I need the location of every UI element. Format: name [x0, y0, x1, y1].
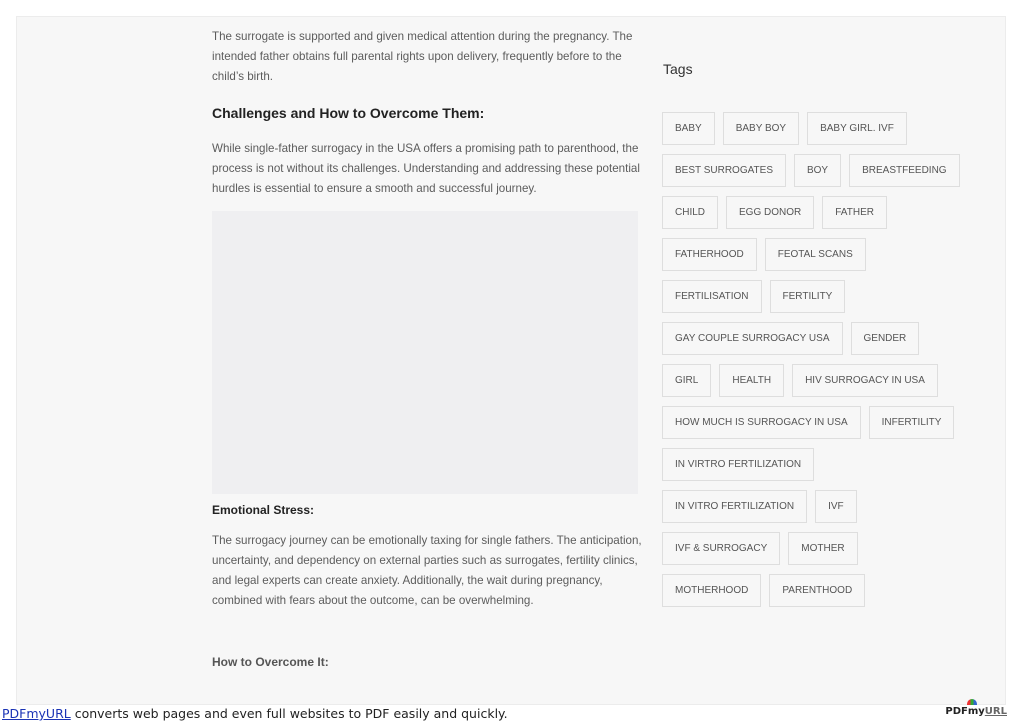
tag-link[interactable]: FERTILITY: [770, 280, 846, 313]
tag-link[interactable]: FATHERHOOD: [662, 238, 757, 271]
tag-link[interactable]: EGG DONOR: [726, 196, 814, 229]
page-content: [16, 16, 1006, 705]
tag-link[interactable]: PARENTHOOD: [769, 574, 865, 607]
tag-link[interactable]: FEOTAL SCANS: [765, 238, 866, 271]
logo-url-text: URL: [984, 706, 1007, 717]
tag-link[interactable]: GENDER: [851, 322, 920, 355]
emotional-stress-paragraph: The surrogacy journey can be emotionally taxing for single fathers. The anticipation, uncertainty, and dependency on external parties such as surrogates, fertility clinics, and legal experts can create anxiety. Additionally, the wait during pregnancy, combined with fears about the outcome, can be overwhelming.: [212, 534, 642, 607]
footer-text: converts web pages and even full websites to PDF easily and quickly.: [70, 706, 508, 721]
tag-link[interactable]: BABY BOY: [723, 112, 799, 145]
tag-link[interactable]: BREASTFEEDING: [849, 154, 959, 187]
logo-mark-icon: [967, 699, 977, 705]
challenges-paragraph: While single-father surrogacy in the USA offers a promising path to parenthood, the process is not without its challenges. Understanding and addressing these potential hurdles is essential to ensure a smooth and successful journey.: [212, 142, 640, 195]
tag-link[interactable]: HIV SURROGACY IN USA: [792, 364, 938, 397]
tag-link[interactable]: BABY GIRL. IVF: [807, 112, 907, 145]
footer-banner: [2, 706, 508, 721]
tag-link[interactable]: IN VIRTRO FERTILIZATION: [662, 448, 814, 481]
intro-section: [212, 27, 642, 87]
tags-title: Tags: [663, 61, 693, 77]
tag-link[interactable]: MOTHERHOOD: [662, 574, 761, 607]
pdfmyurl-link[interactable]: PDFmyURL: [2, 706, 71, 721]
tag-cloud: [662, 112, 962, 607]
tag-link[interactable]: INFERTILITY: [869, 406, 955, 439]
tag-link[interactable]: IVF: [815, 490, 857, 523]
pdfmyurl-logo[interactable]: [945, 706, 1007, 717]
tag-link[interactable]: GIRL: [662, 364, 711, 397]
tag-link[interactable]: GAY COUPLE SURROGACY USA: [662, 322, 843, 355]
tag-link[interactable]: FATHER: [822, 196, 887, 229]
article-image-placeholder: [212, 211, 638, 494]
how-to-overcome-heading: How to Overcome It:: [212, 655, 329, 669]
tag-link[interactable]: HOW MUCH IS SURROGACY IN USA: [662, 406, 861, 439]
tag-link[interactable]: IVF & SURROGACY: [662, 532, 780, 565]
tag-link[interactable]: BOY: [794, 154, 841, 187]
intro-paragraph: The surrogate is supported and given medical attention during the pregnancy. The intended father obtains full parental rights upon delivery, frequently before to the child’s birth.: [212, 30, 633, 83]
emotional-section: [212, 531, 644, 611]
tag-link[interactable]: CHILD: [662, 196, 718, 229]
tag-link[interactable]: FERTILISATION: [662, 280, 762, 313]
tag-link[interactable]: HEALTH: [719, 364, 784, 397]
emotional-stress-heading: Emotional Stress:: [212, 503, 315, 517]
tag-link[interactable]: MOTHER: [788, 532, 857, 565]
tag-link[interactable]: BEST SURROGATES: [662, 154, 786, 187]
tag-link[interactable]: IN VITRO FERTILIZATION: [662, 490, 807, 523]
challenges-heading: Challenges and How to Overcome Them:: [212, 105, 485, 121]
logo-text: PDFmy: [945, 706, 985, 717]
challenges-section: [212, 139, 644, 199]
tag-link[interactable]: BABY: [662, 112, 715, 145]
